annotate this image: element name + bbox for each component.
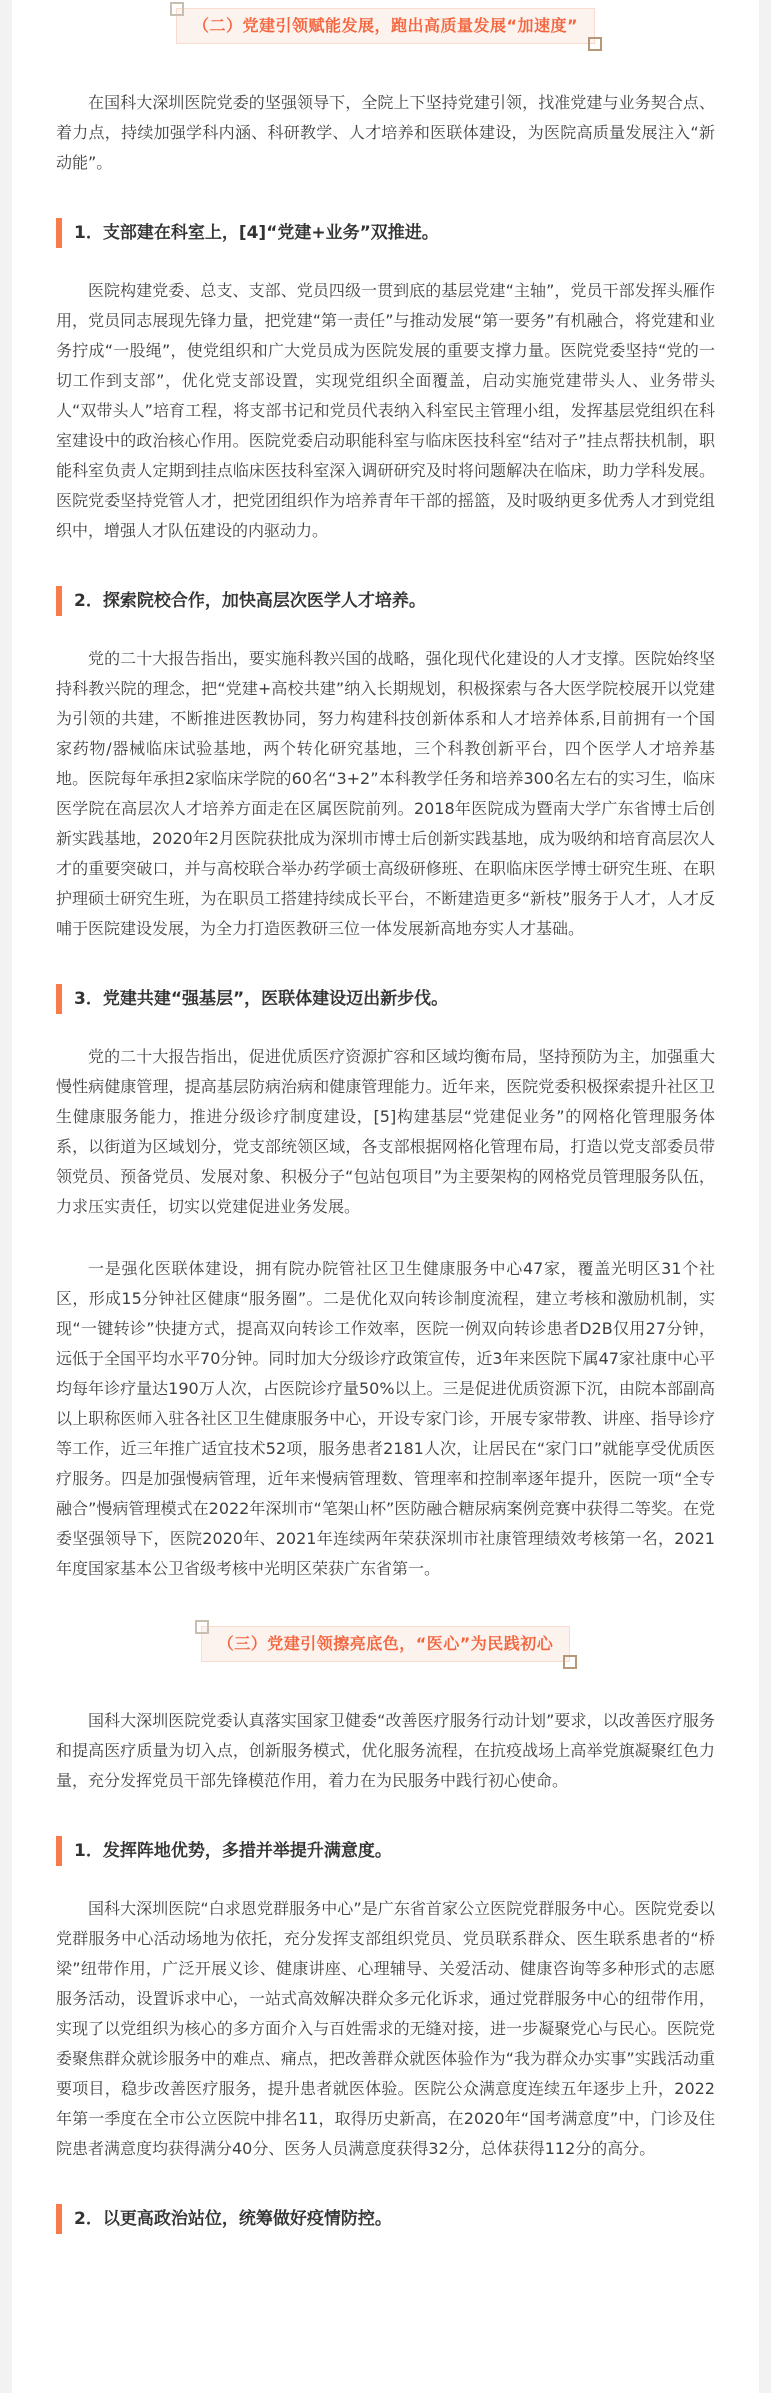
section-banner-2 — [56, 8, 715, 44]
paragraph: 一是强化医联体建设，拥有院办院管社区卫生健康服务中心47家，覆盖光明区31个社区，形成15分钟社区健康“服务圈”。二是优化双向转诊制度流程，建立考核和激励机制，实现“一键转诊”快捷方式，提高双向转诊工作效率，医院一例双向转诊患者D2B仅用27分钟，远低于全国平均水平70分钟。同时加大分级诊疗政策宣传，近3年来医院下属47家社康中心平均每年诊疗量达190万人次，占医院诊疗量50%以上。三是促进优质资源下沉，由院本部副高以上职称医师入驻各社区卫生健康服务中心，开设专家门诊，开展专家带教、讲座、指导诊疗等工作，近三年推广适宜技术52项，服务患者2181人次，让居民在“家门口”就能享受优质医疗服务。四是加强慢病管理，近年来慢病管理数、管理率和控制率逐年提升，医院一项“全专融合”慢病管理模式在2022年深圳市“笔架山杯”医防融合糖尿病案例竞赛中获得二等奖。在党委坚强领导下，医院2020年、2021年连续两年荣获深圳市社康管理绩效考核第一名，2021年度国家基本公卫省级考核中光明区荣获广东省第一。 — [56, 1259, 715, 1578]
corner-square-icon — [170, 2, 184, 16]
paragraph: 在国科大深圳医院党委的坚强领导下，全院上下坚持党建引领，找准党建与业务契合点、着力点，持续加强学科内涵、科研教学、人才培养和医联体建设，为医院高质量发展注入“新动能”。 — [56, 93, 715, 172]
numbered-heading: 2．探索院校合作，加快高层次医学人才培养。 — [56, 586, 715, 616]
paragraph: 医院构建党委、总支、支部、党员四级一贯到底的基层党建“主轴”，党员干部发挥头雁作用，党员同志展现先锋力量，把党建“第一责任”与推动发展“第一要务”有机融合，将党建和业务拧成“一股绳”，使党组织和广大党员成为医院发展的重要支撑力量。医院党委坚持“党的一切工作到支部”，优化党支部设置，实现党组织全面覆盖，启动实施党建带头人、业务带头人“双带头人”培育工程，将支部书记和党员代表纳入科室民主管理小组，发挥基层党组织在科室建设中的政治核心作用。医院党委启动职能科室与临床医技科室“结对子”挂点帮扶机制，职能科室负责人定期到挂点临床医技科室深入调研研究及时将问题解决在临床，助力学科发展。医院党委坚持党管人才，把党团组织作为培养青年干部的摇篮，及时吸纳更多优秀人才到党组织中，增强人才队伍建设的内驱动力。 — [56, 281, 715, 540]
corner-square-icon — [588, 37, 602, 51]
numbered-heading: 1．支部建在科室上，[4]“党建+业务”双推进。 — [56, 218, 715, 248]
article-content — [12, 0, 759, 2393]
paragraph: 党的二十大报告指出，促进优质医疗资源扩容和区域均衡布局，坚持预防为主，加强重大慢性病健康管理，提高基层防病治病和健康管理能力。近年来，医院党委积极探索提升社区卫生健康服务能力，推进分级诊疗制度建设，[5]构建基层“党建促业务”的网格化管理服务体系，以街道为区域划分，党支部统领区域，各支部根据网格化管理布局，打造以党支部委员带领党员、预备党员、发展对象、积极分子“包站包项目”为主要架构的网格党员管理服务队伍，力求压实责任，切实以党建促进业务发展。 — [56, 1047, 715, 1216]
paragraph: 党的二十大报告指出，要实施科教兴国的战略，强化现代化建设的人才支撑。医院始终坚持科教兴院的理念，把“党建+高校共建”纳入长期规划，积极探索与各大医学院校展开以党建为引领的共建，不断推进医教协同，努力构建科技创新体系和人才培养体系,目前拥有一个国家药物/器械临床试验基地，两个转化研究基地，三个科教创新平台，四个医学人才培养基地。医院每年承担2家临床学院的60名“3+2”本科教学任务和培养300名左右的实习生，临床医学院在高层次人才培养方面走在区属医院前列。2018年医院成为暨南大学广东省博士后创新实践基地，2020年2月医院获批成为深圳市博士后创新实践基地，成为吸纳和培育高层次人才的重要突破口，并与高校联合举办药学硕士高级研修班、在职临床医学博士研究生班、在职护理硕士研究生班，为在职员工搭建持续成长平台，不断建造更多“新枝”服务于人才，人才反哺于医院建设发展，为全力打造医教研三位一体发展新高地夯实人才基础。 — [56, 649, 715, 938]
section-banner-box — [176, 8, 595, 44]
section-banner-title: （二）党建引领赋能发展，跑出高质量发展“加速度” — [192, 16, 579, 35]
section-banner-box — [201, 1626, 571, 1662]
numbered-heading: 1．发挥阵地优势，多措并举提升满意度。 — [56, 1836, 715, 1866]
paragraph: 国科大深圳医院“白求恩党群服务中心”是广东省首家公立医院党群服务中心。医院党委以党群服务中心活动场地为依托，充分发挥支部组织党员、党员联系群众、医生联系患者的“桥梁”纽带作用，广泛开展义诊、健康讲座、心理辅导、关爱活动、健康咨询等多种形式的志愿服务活动，设置诉求中心，一站式高效解决群众多元化诉求，通过党群服务中心的纽带作用，实现了以党组织为核心的多方面介入与百姓需求的无缝对接，进一步凝聚党心与民心。医院党委聚焦群众就诊服务中的难点、痛点，把改善群众就医体验作为“我为群众办实事”实践活动重要项目，稳步改善医疗服务，提升患者就医体验。医院公众满意度连续五年逐步上升，2022年第一季度在全市公立医院中排名11，取得历史新高，在2020年“国考满意度”中，门诊及住院患者满意度均获得满分40分、医务人员满意度获得32分，总体获得112分的高分。 — [56, 1899, 715, 2158]
paragraph: 国科大深圳医院党委认真落实国家卫健委“改善医疗服务行动计划”要求，以改善医疗服务和提高医疗质量为切入点，创新服务模式，优化服务流程，在抗疫战场上高举党旗凝聚红色力量，充分发挥党员干部先锋模范作用，着力在为民服务中践行初心使命。 — [56, 1711, 715, 1790]
section-banner-title: （三）党建引领擦亮底色，“医心”为民践初心 — [217, 1634, 554, 1653]
corner-square-icon — [195, 1620, 209, 1634]
section-banner-3 — [56, 1626, 715, 1662]
numbered-heading: 3．党建共建“强基层”，医联体建设迈出新步伐。 — [56, 984, 715, 1014]
corner-square-icon — [563, 1655, 577, 1669]
numbered-heading: 2．以更高政治站位，统筹做好疫情防控。 — [56, 2204, 715, 2234]
